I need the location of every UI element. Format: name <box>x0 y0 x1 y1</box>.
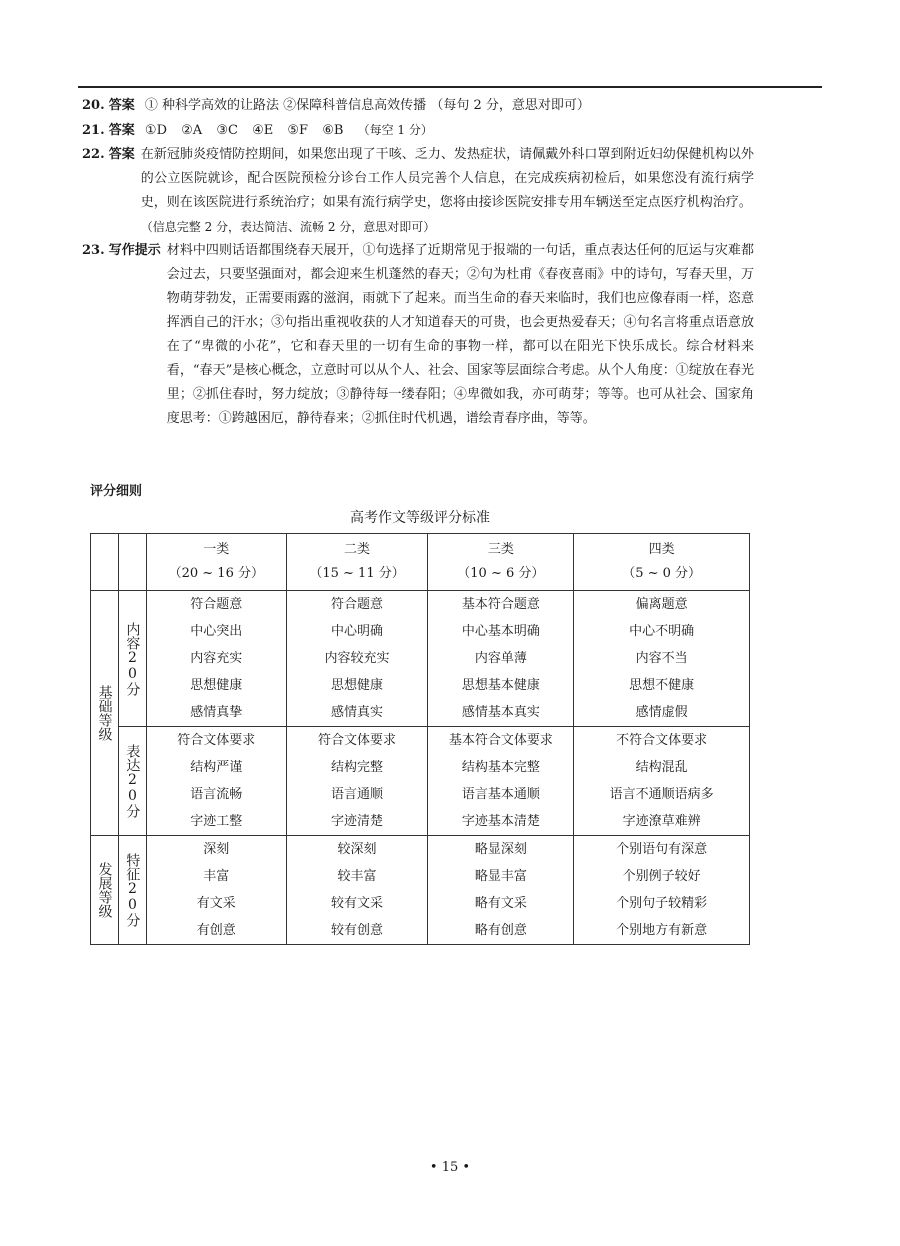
row-label-content <box>118 591 146 727</box>
feature-class-3 <box>428 836 574 945</box>
criterion: 略显丰富 <box>474 869 527 884</box>
answer-text: 在新冠肺炎疫情防控期间，如果您出现了干咳、乏力、发热症状，请佩戴外科口罩到附近妇幼保健机构以外的公立医院就诊，配合医院预检分诊台工作人员完善个人信息，在完成疾病初检后，如果您没有流行病学史，则在该医院进行系统治疗；如果有流行病学史，您将由接诊医院安排专用车辆送至定点医疗机构治疗。 <box>140 147 754 210</box>
feature-class-2 <box>286 836 428 945</box>
criterion: 语言不通顺语病多 <box>609 787 714 802</box>
group-label: 发展等级 <box>96 862 113 918</box>
expression-class-2 <box>286 727 428 836</box>
criterion: 中心不明确 <box>629 624 695 639</box>
criterion: 感情真挚 <box>190 705 243 720</box>
criterion: 符合题意 <box>190 597 243 612</box>
answer-label: 答案 <box>108 147 135 162</box>
criterion: 感情虚假 <box>635 705 688 720</box>
criterion: 中心基本明确 <box>461 624 540 639</box>
section-title: 评分细则 <box>90 484 143 499</box>
criterion: 思想不健康 <box>629 678 695 693</box>
question-number: 23. <box>82 243 105 258</box>
criterion: 符合题意 <box>331 597 384 612</box>
header-class-4 <box>574 534 750 591</box>
header-blank <box>91 534 119 591</box>
group-basic <box>91 591 119 836</box>
class-name: 一类 <box>203 542 230 557</box>
criterion: 思想健康 <box>331 678 384 693</box>
criterion: 较有文采 <box>331 896 384 911</box>
page-number: • 15 • <box>429 1160 471 1175</box>
answer-body: 材料中四则话语都围绕春天展开，①句选择了近期常见于报端的一句话，重点表达任何的厄运与灾难都会过去，只要坚强面对，都会迎来生机蓬然的春天；②句为杜甫《春夜喜雨》中的诗句，写春天里，万物萌芽勃发，正需要雨露的滋润，雨就下了起来。而当生命的春天来临时，我们也应像春雨一样，恣意挥洒自己的汗水；③句指出重视收获的人才知道春天的可贵，也会更热爱春天；④句名言将重点语意放在了“卑微的小花”，它和春天里的一切有生命的事物一样，都可以在阳光下快乐成长。综合材料来看，“春天”是核心概念，立意时可以从个人、社会、国家等层面综合考虑。从个人角度：①绽放在春光里；②抓住春时，努力绽放；③静待每一缕春阳；④卑微如我，亦可萌芽；等等。也可从社会、国家角度思考：①跨越困厄，静待春来；②抓住时代机遇，谱绘青春序曲，等等。 <box>166 243 754 426</box>
answer-option: ⑥B <box>322 123 344 138</box>
header-class-3 <box>428 534 574 591</box>
answer-23 <box>82 239 754 431</box>
question-number: 21. <box>82 123 105 138</box>
criterion: 略有文采 <box>474 896 527 911</box>
criterion: 内容充实 <box>190 651 243 666</box>
criterion: 偏离题意 <box>635 597 688 612</box>
criterion: 语言基本通顺 <box>461 787 540 802</box>
criterion: 思想基本健康 <box>461 678 540 693</box>
question-number: 22. <box>82 147 105 162</box>
criterion: 字迹工整 <box>190 814 243 829</box>
criterion: 个别地方有新意 <box>616 923 708 938</box>
class-range: （5 ~ 0 分） <box>622 566 702 581</box>
top-rule <box>78 86 822 88</box>
criterion: 不符合文体要求 <box>616 733 708 748</box>
header-class-1 <box>146 534 286 591</box>
criterion: 结构严谨 <box>190 760 243 775</box>
answer-21 <box>82 118 754 143</box>
class-name: 四类 <box>648 542 675 557</box>
feature-class-1 <box>146 836 286 945</box>
answer-text: ① 种科学高效的让路法 ②保障科普信息高效传播 （每句 2 分，意思对即可） <box>144 98 590 113</box>
answer-option: ①D <box>144 123 167 138</box>
criterion: 内容较充实 <box>324 651 390 666</box>
question-number: 20. <box>82 98 105 113</box>
header-class-2 <box>286 534 428 591</box>
criterion: 中心明确 <box>331 624 384 639</box>
criterion: 基本符合文体要求 <box>448 733 553 748</box>
criterion: 较丰富 <box>337 869 377 884</box>
criterion: 中心突出 <box>190 624 243 639</box>
answers-section <box>82 94 754 431</box>
criterion: 感情真实 <box>331 705 384 720</box>
answer-option: ⑤F <box>287 123 309 138</box>
row-label: 内容20分 <box>124 621 141 696</box>
criterion: 基本符合题意 <box>461 597 540 612</box>
criterion: 丰富 <box>203 869 230 884</box>
criterion: 字迹清楚 <box>331 814 384 829</box>
row-label: 表达20分 <box>124 744 141 818</box>
answer-option: ④E <box>252 123 274 138</box>
row-label: 特征20分 <box>124 853 141 927</box>
answer-head <box>82 143 141 239</box>
class-name: 三类 <box>487 542 514 557</box>
criterion: 内容不当 <box>635 651 688 666</box>
table-caption: 高考作文等级评分标准 <box>350 510 490 526</box>
feature-class-4 <box>574 836 750 945</box>
answer-label: 写作提示 <box>108 243 161 258</box>
grading-table <box>90 533 750 945</box>
answer-note: （每空 1 分） <box>357 123 433 137</box>
expression-class-4 <box>574 727 750 836</box>
criterion: 较有创意 <box>331 923 384 938</box>
class-name: 二类 <box>344 542 371 557</box>
criterion: 思想健康 <box>190 678 243 693</box>
table-row-feature <box>91 836 750 945</box>
criterion: 略显深刻 <box>474 842 527 857</box>
answer-22 <box>82 143 754 239</box>
criterion: 结构混乱 <box>635 760 688 775</box>
content-class-3 <box>428 591 574 727</box>
criterion: 较深刻 <box>337 842 377 857</box>
criterion: 符合文体要求 <box>318 733 397 748</box>
criterion: 字迹潦草难辨 <box>622 814 701 829</box>
criterion: 语言流畅 <box>190 787 243 802</box>
content-class-4 <box>574 591 750 727</box>
expression-class-1 <box>146 727 286 836</box>
criterion: 字迹基本清楚 <box>461 814 540 829</box>
class-range: （10 ~ 6 分） <box>457 566 545 581</box>
criterion: 个别句子较精彩 <box>616 896 708 911</box>
criterion: 略有创意 <box>474 923 527 938</box>
criterion: 结构完整 <box>331 760 384 775</box>
criterion: 语言通顺 <box>331 787 384 802</box>
group-label: 基础等级 <box>96 685 113 741</box>
answer-option: ②A <box>181 123 203 138</box>
answer-label: 答案 <box>108 98 135 113</box>
answer-note: （信息完整 2 分，表达简洁、流畅 2 分，意思对即可） <box>140 220 436 234</box>
answer-label: 答案 <box>108 123 135 138</box>
criterion: 内容单薄 <box>474 651 527 666</box>
answer-head <box>82 239 167 431</box>
header-blank <box>118 534 146 591</box>
class-range: （20 ~ 16 分） <box>168 566 264 581</box>
criterion: 个别例子较好 <box>622 869 701 884</box>
criterion: 深刻 <box>203 842 230 857</box>
answer-option: ③C <box>216 123 238 138</box>
criterion: 符合文体要求 <box>177 733 256 748</box>
criterion: 感情基本真实 <box>461 705 540 720</box>
content-class-2 <box>286 591 428 727</box>
expression-class-3 <box>428 727 574 836</box>
answer-body <box>141 143 754 239</box>
row-label-feature <box>118 836 146 945</box>
answer-20 <box>82 94 754 118</box>
criterion: 结构基本完整 <box>461 760 540 775</box>
table-row-expression <box>91 727 750 836</box>
content-class-1 <box>146 591 286 727</box>
row-label-expression <box>118 727 146 836</box>
group-develop <box>91 836 119 945</box>
criterion: 个别语句有深意 <box>616 842 708 857</box>
criterion: 有文采 <box>196 896 236 911</box>
table-header-row <box>91 534 750 591</box>
criterion: 有创意 <box>196 923 236 938</box>
table-row-content <box>91 591 750 727</box>
class-range: （15 ~ 11 分） <box>309 566 405 581</box>
